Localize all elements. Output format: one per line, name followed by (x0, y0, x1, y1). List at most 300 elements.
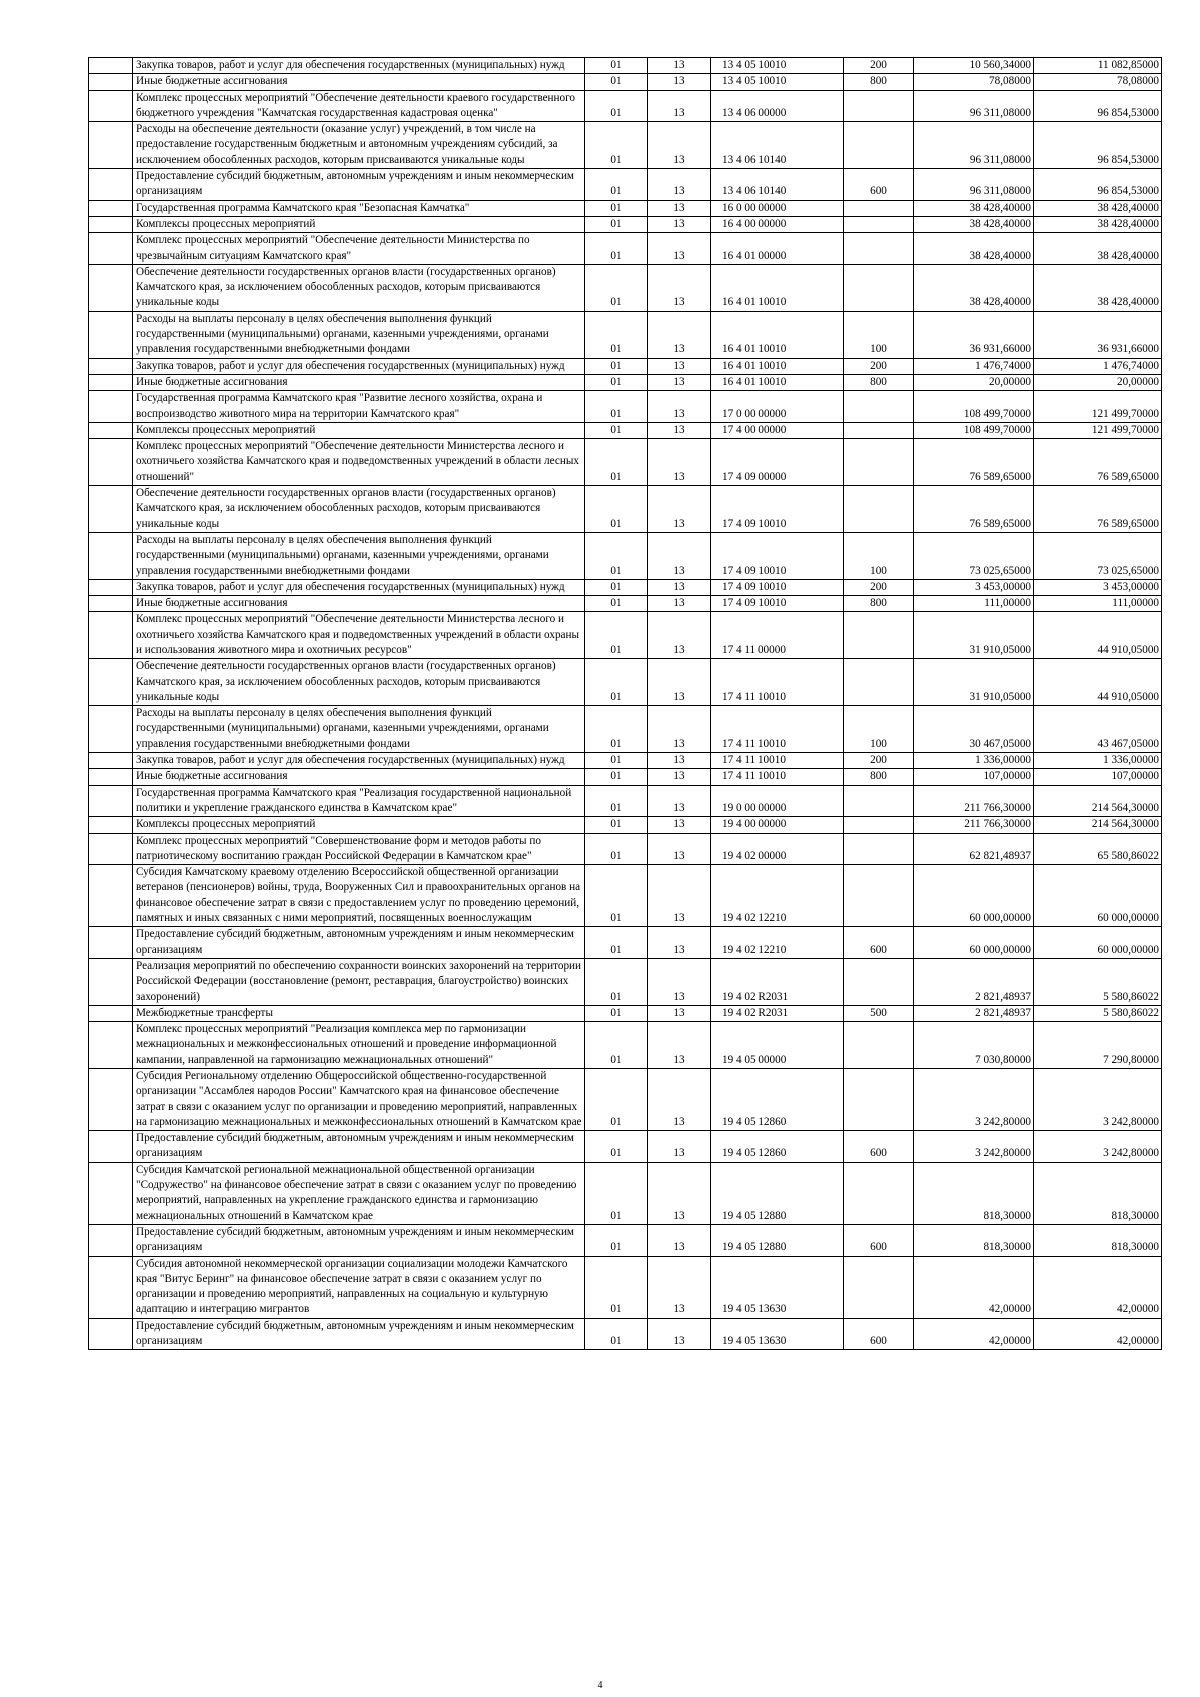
table-row (89, 486, 1162, 533)
amount-year1-cell: 30 467,05000 (914, 706, 1034, 753)
table-row (89, 817, 1162, 833)
table-row (89, 74, 1162, 90)
row-index-cell (89, 1162, 133, 1224)
section-code-cell: 01 (585, 753, 648, 769)
expense-name-cell: Закупка товаров, работ и услуг для обеспечения государственных (муниципальных) нужд (133, 358, 585, 374)
expense-name-cell: Субсидия Камчатскому краевому отделению Всероссийской общественной организации ветеранов (пенсионеров) войны, труда, Вооруженных Сил и правоохранительных органов на финансовое обеспечение затрат в связи с предоставлением услуг по проведению церемоний, памятных и иных связанных с ними мероприятий, посвященных военнослужащим (133, 865, 585, 927)
expense-name-cell: Иные бюджетные ассигнования (133, 769, 585, 785)
amount-year2-cell: 44 910,05000 (1034, 612, 1162, 659)
section-code-cell: 01 (585, 122, 648, 169)
expense-type-cell (844, 1162, 914, 1224)
subsection-code-cell: 13 (648, 833, 711, 865)
amount-year2-cell: 73 025,65000 (1034, 532, 1162, 579)
table-row (89, 612, 1162, 659)
row-index-cell (89, 374, 133, 390)
expense-type-cell: 600 (844, 1131, 914, 1163)
expense-name-cell: Расходы на обеспечение деятельности (оказание услуг) учреждений, в том числе на предоставление государственным бюджетным и автономным учреждениям субсидий, за исключением обособленных расходов, которым присваиваются уникальные коды (133, 122, 585, 169)
subsection-code-cell: 13 (648, 1069, 711, 1131)
subsection-code-cell: 13 (648, 1131, 711, 1163)
target-article-cell: 16 4 01 10010 (711, 374, 844, 390)
target-article-cell: 19 4 02 12210 (711, 927, 844, 959)
row-index-cell (89, 58, 133, 74)
amount-year1-cell: 1 336,00000 (914, 753, 1034, 769)
table-row (89, 358, 1162, 374)
subsection-code-cell: 13 (648, 1224, 711, 1256)
row-index-cell (89, 486, 133, 533)
amount-year2-cell: 818,30000 (1034, 1224, 1162, 1256)
target-article-cell: 17 4 11 10010 (711, 769, 844, 785)
subsection-code-cell: 13 (648, 817, 711, 833)
subsection-code-cell: 13 (648, 200, 711, 216)
section-code-cell: 01 (585, 216, 648, 232)
subsection-code-cell: 13 (648, 596, 711, 612)
subsection-code-cell: 13 (648, 1162, 711, 1224)
section-code-cell: 01 (585, 1005, 648, 1021)
row-index-cell (89, 1005, 133, 1021)
target-article-cell: 17 4 09 10010 (711, 596, 844, 612)
amount-year2-cell: 20,00000 (1034, 374, 1162, 390)
amount-year2-cell: 818,30000 (1034, 1162, 1162, 1224)
expense-type-cell (844, 865, 914, 927)
expense-name-cell: Государственная программа Камчатского края "Реализация государственной национальной политики и укрепление гражданского единства в Камчатском крае" (133, 785, 585, 817)
expense-type-cell (844, 439, 914, 486)
expense-name-cell: Государственная программа Камчатского края "Безопасная Камчатка" (133, 200, 585, 216)
target-article-cell: 13 4 06 10140 (711, 169, 844, 201)
subsection-code-cell: 13 (648, 122, 711, 169)
section-code-cell: 01 (585, 233, 648, 265)
expense-type-cell (844, 958, 914, 1005)
section-code-cell: 01 (585, 358, 648, 374)
expense-type-cell (844, 785, 914, 817)
row-index-cell (89, 200, 133, 216)
target-article-cell: 19 4 02 R2031 (711, 1005, 844, 1021)
amount-year2-cell: 38 428,40000 (1034, 216, 1162, 232)
expense-type-cell: 800 (844, 374, 914, 390)
expense-type-cell (844, 264, 914, 311)
amount-year1-cell: 111,00000 (914, 596, 1034, 612)
amount-year2-cell: 11 082,85000 (1034, 58, 1162, 74)
expense-type-cell (844, 486, 914, 533)
expense-name-cell: Закупка товаров, работ и услуг для обеспечения государственных (муниципальных) нужд (133, 579, 585, 595)
target-article-cell: 19 4 05 12860 (711, 1069, 844, 1131)
expense-name-cell: Комплекс процессных мероприятий "Реализация комплекса мер по гармонизации межнациональных и межконфессиональных отношений и проведение информационной кампании, направленной на гармонизацию межнациональных отношений" (133, 1022, 585, 1069)
row-index-cell (89, 264, 133, 311)
target-article-cell: 17 4 11 10010 (711, 659, 844, 706)
subsection-code-cell: 13 (648, 1022, 711, 1069)
amount-year1-cell: 3 242,80000 (914, 1131, 1034, 1163)
row-index-cell (89, 1131, 133, 1163)
subsection-code-cell: 13 (648, 374, 711, 390)
amount-year1-cell: 96 311,08000 (914, 122, 1034, 169)
row-index-cell (89, 439, 133, 486)
table-row (89, 122, 1162, 169)
target-article-cell: 19 4 05 12880 (711, 1224, 844, 1256)
expense-name-cell: Обеспечение деятельности государственных органов власти (государственных органов) Камчатского края, за исключением обособленных расходов, которым присваиваются уникальные коды (133, 486, 585, 533)
target-article-cell: 19 4 05 13630 (711, 1318, 844, 1350)
amount-year2-cell: 38 428,40000 (1034, 264, 1162, 311)
section-code-cell: 01 (585, 785, 648, 817)
expense-name-cell: Обеспечение деятельности государственных органов власти (государственных органов) Камчатского края, за исключением обособленных расходов, которым присваиваются уникальные коды (133, 264, 585, 311)
target-article-cell: 19 4 05 13630 (711, 1256, 844, 1318)
subsection-code-cell: 13 (648, 58, 711, 74)
amount-year2-cell: 60 000,00000 (1034, 927, 1162, 959)
expense-type-cell: 600 (844, 169, 914, 201)
table-row (89, 596, 1162, 612)
table-row (89, 216, 1162, 232)
amount-year2-cell: 121 499,70000 (1034, 422, 1162, 438)
expense-type-cell: 800 (844, 74, 914, 90)
amount-year1-cell: 76 589,65000 (914, 439, 1034, 486)
target-article-cell: 19 4 00 00000 (711, 817, 844, 833)
amount-year2-cell: 44 910,05000 (1034, 659, 1162, 706)
amount-year2-cell: 107,00000 (1034, 769, 1162, 785)
table-row (89, 58, 1162, 74)
target-article-cell: 16 4 00 00000 (711, 216, 844, 232)
row-index-cell (89, 769, 133, 785)
row-index-cell (89, 865, 133, 927)
row-index-cell (89, 122, 133, 169)
target-article-cell: 17 4 11 00000 (711, 612, 844, 659)
table-row (89, 311, 1162, 358)
page-number: 4 (597, 1680, 603, 1691)
section-code-cell: 01 (585, 769, 648, 785)
subsection-code-cell: 13 (648, 1256, 711, 1318)
target-article-cell: 19 4 05 12860 (711, 1131, 844, 1163)
row-index-cell (89, 1318, 133, 1350)
section-code-cell: 01 (585, 1069, 648, 1131)
amount-year2-cell: 96 854,53000 (1034, 122, 1162, 169)
expense-type-cell (844, 1256, 914, 1318)
subsection-code-cell: 13 (648, 769, 711, 785)
table-row (89, 1162, 1162, 1224)
expense-type-cell (844, 833, 914, 865)
target-article-cell: 19 0 00 00000 (711, 785, 844, 817)
table-row (89, 927, 1162, 959)
expense-type-cell: 800 (844, 769, 914, 785)
section-code-cell: 01 (585, 58, 648, 74)
row-index-cell (89, 833, 133, 865)
amount-year2-cell: 60 000,00000 (1034, 865, 1162, 927)
amount-year2-cell: 7 290,80000 (1034, 1022, 1162, 1069)
amount-year1-cell: 3 242,80000 (914, 1069, 1034, 1131)
table-row (89, 169, 1162, 201)
row-index-cell (89, 817, 133, 833)
amount-year2-cell: 111,00000 (1034, 596, 1162, 612)
table-row (89, 1131, 1162, 1163)
subsection-code-cell: 13 (648, 579, 711, 595)
row-index-cell (89, 358, 133, 374)
table-row (89, 1005, 1162, 1021)
expense-type-cell (844, 659, 914, 706)
amount-year2-cell: 76 589,65000 (1034, 486, 1162, 533)
amount-year1-cell: 38 428,40000 (914, 216, 1034, 232)
expense-name-cell: Обеспечение деятельности государственных органов власти (государственных органов) Камчатского края, за исключением обособленных расходов, которым присваиваются уникальные коды (133, 659, 585, 706)
amount-year2-cell: 214 564,30000 (1034, 817, 1162, 833)
subsection-code-cell: 13 (648, 659, 711, 706)
amount-year1-cell: 60 000,00000 (914, 865, 1034, 927)
target-article-cell: 16 4 01 10010 (711, 311, 844, 358)
budget-table (88, 57, 1162, 1350)
table-row (89, 532, 1162, 579)
amount-year2-cell: 42,00000 (1034, 1318, 1162, 1350)
row-index-cell (89, 1069, 133, 1131)
row-index-cell (89, 753, 133, 769)
amount-year1-cell: 211 766,30000 (914, 817, 1034, 833)
section-code-cell: 01 (585, 264, 648, 311)
expense-name-cell: Расходы на выплаты персоналу в целях обеспечения выполнения функций государственными (муниципальными) органами, казенными учреждениями, органами управления государственными внебюджетными фондами (133, 706, 585, 753)
expense-type-cell (844, 422, 914, 438)
budget-table-container (88, 57, 1162, 1350)
expense-name-cell: Расходы на выплаты персоналу в целях обеспечения выполнения функций государственными (муниципальными) органами, казенными учреждениями, органами управления государственными внебюджетными фондами (133, 311, 585, 358)
table-row (89, 753, 1162, 769)
amount-year1-cell: 1 476,74000 (914, 358, 1034, 374)
subsection-code-cell: 13 (648, 532, 711, 579)
section-code-cell: 01 (585, 200, 648, 216)
amount-year1-cell: 62 821,48937 (914, 833, 1034, 865)
amount-year1-cell: 20,00000 (914, 374, 1034, 390)
expense-name-cell: Субсидия Камчатской региональной межнациональной общественной организации "Содружество" на финансовое обеспечение затрат в связи с оказанием услуг по проведению мероприятий, направленных на укрепление гражданского единства и гармонизацию межнациональных отношений в Камчатском крае (133, 1162, 585, 1224)
table-row (89, 264, 1162, 311)
target-article-cell: 19 4 05 12880 (711, 1162, 844, 1224)
expense-type-cell: 800 (844, 596, 914, 612)
amount-year1-cell: 3 453,00000 (914, 579, 1034, 595)
subsection-code-cell: 13 (648, 958, 711, 1005)
amount-year1-cell: 108 499,70000 (914, 422, 1034, 438)
expense-name-cell: Субсидия Региональному отделению Общероссийской общественно-государственной организации "Ассамблея народов России" Камчатского края на финансовое обеспечение затрат в связи с оказанием услуг по организации и проведению мероприятий, направленных на гармонизацию межнациональных и межконфессиональных отношений в Камчатском крае (133, 1069, 585, 1131)
expense-name-cell: Комплексы процессных мероприятий (133, 422, 585, 438)
row-index-cell (89, 958, 133, 1005)
section-code-cell: 01 (585, 486, 648, 533)
subsection-code-cell: 13 (648, 927, 711, 959)
table-row (89, 200, 1162, 216)
target-article-cell: 13 4 05 10010 (711, 58, 844, 74)
row-index-cell (89, 612, 133, 659)
expense-type-cell: 200 (844, 753, 914, 769)
amount-year1-cell: 31 910,05000 (914, 612, 1034, 659)
amount-year2-cell: 5 580,86022 (1034, 958, 1162, 1005)
expense-type-cell: 100 (844, 532, 914, 579)
expense-name-cell: Предоставление субсидий бюджетным, автономным учреждениям и иным некоммерческим организациям (133, 927, 585, 959)
expense-type-cell: 600 (844, 927, 914, 959)
amount-year1-cell: 96 311,08000 (914, 90, 1034, 122)
subsection-code-cell: 13 (648, 753, 711, 769)
expense-type-cell: 100 (844, 311, 914, 358)
amount-year1-cell: 96 311,08000 (914, 169, 1034, 201)
target-article-cell: 17 4 09 10010 (711, 486, 844, 533)
table-row (89, 374, 1162, 390)
table-row (89, 659, 1162, 706)
section-code-cell: 01 (585, 74, 648, 90)
row-index-cell (89, 532, 133, 579)
section-code-cell: 01 (585, 169, 648, 201)
table-row (89, 785, 1162, 817)
subsection-code-cell: 13 (648, 422, 711, 438)
amount-year2-cell: 3 242,80000 (1034, 1069, 1162, 1131)
target-article-cell: 19 4 02 00000 (711, 833, 844, 865)
amount-year2-cell: 65 580,86022 (1034, 833, 1162, 865)
amount-year2-cell: 76 589,65000 (1034, 439, 1162, 486)
row-index-cell (89, 391, 133, 423)
table-row (89, 1256, 1162, 1318)
expense-name-cell: Комплекс процессных мероприятий "Обеспечение деятельности Министерства лесного и охотничьего хозяйства Камчатского края и подведомственных учреждений в области лесных отношений" (133, 439, 585, 486)
expense-type-cell (844, 817, 914, 833)
expense-name-cell: Реализация мероприятий по обеспечению сохранности воинских захоронений на территории Российской Федерации (восстановление (ремонт, реставрация, благоустройство) воинских захоронений) (133, 958, 585, 1005)
table-row (89, 422, 1162, 438)
expense-name-cell: Комплекс процессных мероприятий "Совершенствование форм и методов работы по патриотическому воспитанию граждан Российской Федерации в Камчатском крае" (133, 833, 585, 865)
target-article-cell: 19 4 02 12210 (711, 865, 844, 927)
amount-year2-cell: 1 336,00000 (1034, 753, 1162, 769)
section-code-cell: 01 (585, 865, 648, 927)
expense-type-cell (844, 90, 914, 122)
amount-year2-cell: 43 467,05000 (1034, 706, 1162, 753)
target-article-cell: 13 4 06 00000 (711, 90, 844, 122)
section-code-cell: 01 (585, 1131, 648, 1163)
amount-year1-cell: 2 821,48937 (914, 958, 1034, 1005)
amount-year1-cell: 60 000,00000 (914, 927, 1034, 959)
target-article-cell: 13 4 05 10010 (711, 74, 844, 90)
row-index-cell (89, 596, 133, 612)
table-row (89, 579, 1162, 595)
subsection-code-cell: 13 (648, 391, 711, 423)
amount-year1-cell: 38 428,40000 (914, 200, 1034, 216)
section-code-cell: 01 (585, 90, 648, 122)
subsection-code-cell: 13 (648, 216, 711, 232)
table-row (89, 1318, 1162, 1350)
section-code-cell: 01 (585, 391, 648, 423)
section-code-cell: 01 (585, 1022, 648, 1069)
table-row (89, 1069, 1162, 1131)
amount-year2-cell: 214 564,30000 (1034, 785, 1162, 817)
expense-type-cell: 200 (844, 358, 914, 374)
row-index-cell (89, 1256, 133, 1318)
table-row (89, 1224, 1162, 1256)
row-index-cell (89, 927, 133, 959)
section-code-cell: 01 (585, 596, 648, 612)
table-row (89, 769, 1162, 785)
expense-type-cell (844, 391, 914, 423)
subsection-code-cell: 13 (648, 1318, 711, 1350)
expense-name-cell: Предоставление субсидий бюджетным, автономным учреждениям и иным некоммерческим организациям (133, 169, 585, 201)
target-article-cell: 17 4 11 10010 (711, 706, 844, 753)
expense-type-cell: 600 (844, 1224, 914, 1256)
row-index-cell (89, 90, 133, 122)
amount-year2-cell: 3 453,00000 (1034, 579, 1162, 595)
amount-year1-cell: 42,00000 (914, 1256, 1034, 1318)
target-article-cell: 16 4 01 10010 (711, 264, 844, 311)
subsection-code-cell: 13 (648, 439, 711, 486)
expense-type-cell: 500 (844, 1005, 914, 1021)
expense-name-cell: Предоставление субсидий бюджетным, автономным учреждениям и иным некоммерческим организациям (133, 1131, 585, 1163)
expense-type-cell (844, 233, 914, 265)
table-row (89, 865, 1162, 927)
expense-name-cell: Предоставление субсидий бюджетным, автономным учреждениям и иным некоммерческим организациям (133, 1318, 585, 1350)
amount-year1-cell: 211 766,30000 (914, 785, 1034, 817)
amount-year1-cell: 10 560,34000 (914, 58, 1034, 74)
section-code-cell: 01 (585, 374, 648, 390)
row-index-cell (89, 1224, 133, 1256)
amount-year2-cell: 78,08000 (1034, 74, 1162, 90)
target-article-cell: 19 4 02 R2031 (711, 958, 844, 1005)
section-code-cell: 01 (585, 422, 648, 438)
row-index-cell (89, 706, 133, 753)
target-article-cell: 17 4 09 10010 (711, 532, 844, 579)
subsection-code-cell: 13 (648, 486, 711, 533)
amount-year1-cell: 76 589,65000 (914, 486, 1034, 533)
row-index-cell (89, 311, 133, 358)
subsection-code-cell: 13 (648, 612, 711, 659)
target-article-cell: 17 4 00 00000 (711, 422, 844, 438)
amount-year2-cell: 3 242,80000 (1034, 1131, 1162, 1163)
amount-year2-cell: 42,00000 (1034, 1256, 1162, 1318)
section-code-cell: 01 (585, 958, 648, 1005)
amount-year2-cell: 38 428,40000 (1034, 233, 1162, 265)
amount-year1-cell: 36 931,66000 (914, 311, 1034, 358)
expense-name-cell: Субсидия автономной некоммерческой организации социализации молодежи Камчатского края "Витус Беринг" на финансовое обеспечение затрат в связи с оказанием услуг по организации и проведению мероприятий, направленных на социальную и культурную адаптацию и интеграцию мигрантов (133, 1256, 585, 1318)
row-index-cell (89, 579, 133, 595)
expense-name-cell: Закупка товаров, работ и услуг для обеспечения государственных (муниципальных) нужд (133, 753, 585, 769)
amount-year2-cell: 5 580,86022 (1034, 1005, 1162, 1021)
target-article-cell: 19 4 05 00000 (711, 1022, 844, 1069)
amount-year1-cell: 7 030,80000 (914, 1022, 1034, 1069)
section-code-cell: 01 (585, 833, 648, 865)
row-index-cell (89, 169, 133, 201)
expense-name-cell: Иные бюджетные ассигнования (133, 74, 585, 90)
table-row (89, 1022, 1162, 1069)
amount-year1-cell: 78,08000 (914, 74, 1034, 90)
section-code-cell: 01 (585, 817, 648, 833)
expense-type-cell: 600 (844, 1318, 914, 1350)
expense-name-cell: Расходы на выплаты персоналу в целях обеспечения выполнения функций государственными (муниципальными) органами, казенными учреждениями, органами управления государственными внебюджетными фондами (133, 532, 585, 579)
table-row (89, 439, 1162, 486)
amount-year1-cell: 818,30000 (914, 1224, 1034, 1256)
amount-year2-cell: 96 854,53000 (1034, 169, 1162, 201)
row-index-cell (89, 1022, 133, 1069)
target-article-cell: 16 0 00 00000 (711, 200, 844, 216)
row-index-cell (89, 785, 133, 817)
target-article-cell: 17 4 11 10010 (711, 753, 844, 769)
expense-name-cell: Закупка товаров, работ и услуг для обеспечения государственных (муниципальных) нужд (133, 58, 585, 74)
amount-year1-cell: 73 025,65000 (914, 532, 1034, 579)
expense-name-cell: Комплексы процессных мероприятий (133, 216, 585, 232)
table-row (89, 958, 1162, 1005)
row-index-cell (89, 659, 133, 706)
table-row (89, 833, 1162, 865)
expense-name-cell: Комплекс процессных мероприятий "Обеспечение деятельности Министерства по чрезвычайным ситуациям Камчатского края" (133, 233, 585, 265)
amount-year1-cell: 2 821,48937 (914, 1005, 1034, 1021)
amount-year2-cell: 36 931,66000 (1034, 311, 1162, 358)
section-code-cell: 01 (585, 579, 648, 595)
table-row (89, 391, 1162, 423)
expense-type-cell: 100 (844, 706, 914, 753)
expense-type-cell (844, 216, 914, 232)
subsection-code-cell: 13 (648, 865, 711, 927)
table-row (89, 233, 1162, 265)
target-article-cell: 17 4 09 00000 (711, 439, 844, 486)
subsection-code-cell: 13 (648, 169, 711, 201)
expense-type-cell (844, 1022, 914, 1069)
expense-name-cell: Иные бюджетные ассигнования (133, 596, 585, 612)
row-index-cell (89, 233, 133, 265)
target-article-cell: 17 0 00 00000 (711, 391, 844, 423)
section-code-cell: 01 (585, 439, 648, 486)
subsection-code-cell: 13 (648, 311, 711, 358)
section-code-cell: 01 (585, 532, 648, 579)
amount-year2-cell: 121 499,70000 (1034, 391, 1162, 423)
table-row (89, 90, 1162, 122)
subsection-code-cell: 13 (648, 1005, 711, 1021)
amount-year2-cell: 1 476,74000 (1034, 358, 1162, 374)
section-code-cell: 01 (585, 659, 648, 706)
